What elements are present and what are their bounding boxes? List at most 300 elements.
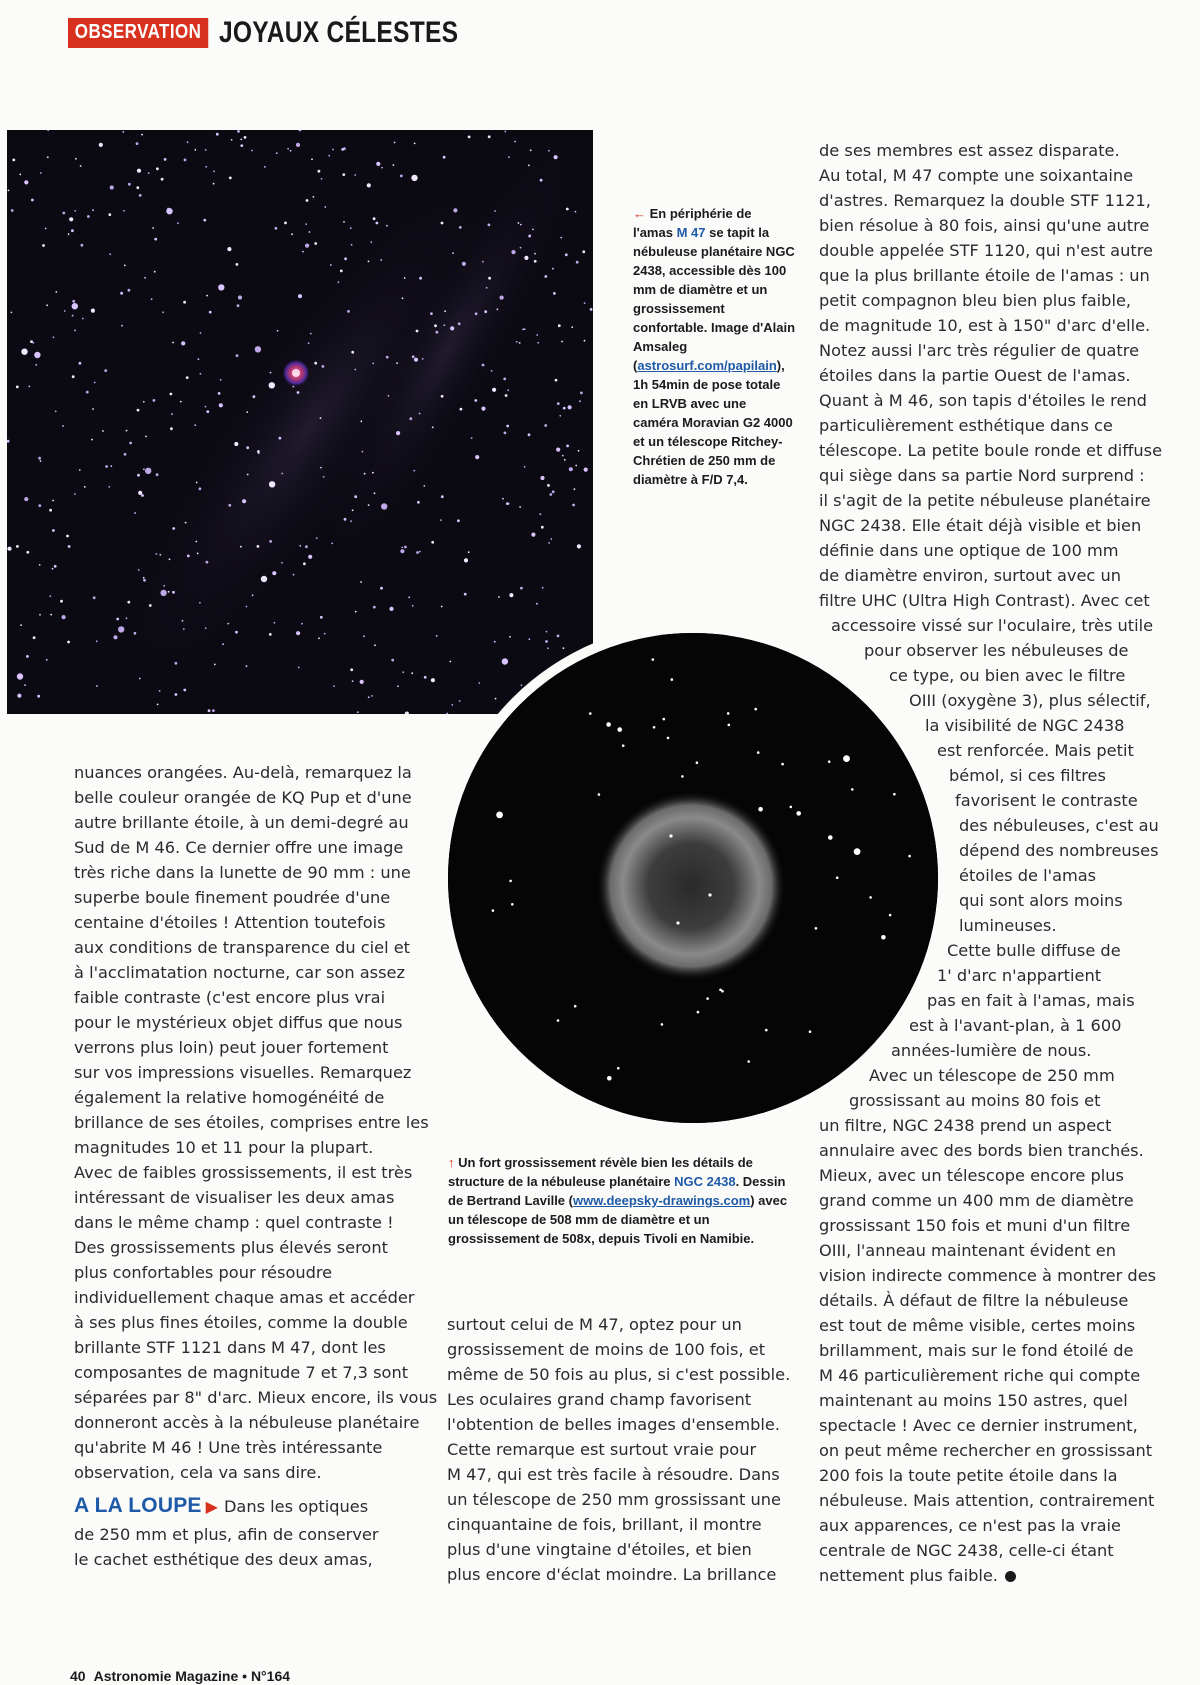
star bbox=[584, 302, 586, 304]
star bbox=[185, 522, 187, 524]
star bbox=[316, 537, 318, 539]
star bbox=[350, 668, 353, 671]
star bbox=[575, 211, 577, 213]
star bbox=[206, 410, 209, 413]
star bbox=[815, 927, 818, 930]
loupe-heading-line bbox=[74, 1493, 437, 1522]
star bbox=[549, 493, 552, 496]
star bbox=[478, 682, 480, 684]
star bbox=[404, 546, 407, 549]
star bbox=[457, 519, 460, 522]
star bbox=[519, 342, 521, 344]
star bbox=[322, 365, 325, 368]
star bbox=[342, 173, 345, 176]
caption-text: ), 1h 54min de pose totale en LRVB avec une caméra Moravian G2 4000 et un télescope Ritchey-Chrétien de 250 mm de diamètre à F/D 7,4. bbox=[633, 358, 793, 487]
star bbox=[528, 433, 531, 436]
star bbox=[413, 470, 415, 472]
star bbox=[122, 131, 124, 133]
star bbox=[607, 1076, 612, 1081]
star bbox=[38, 504, 41, 507]
star bbox=[170, 427, 173, 430]
star bbox=[368, 696, 370, 698]
text-line: intéressant de visualiser les deux amas bbox=[74, 1188, 395, 1207]
text-line: annulaire avec des bords bien tranchés. bbox=[819, 1141, 1144, 1160]
up-arrow-icon: ↑ bbox=[448, 1155, 455, 1170]
star bbox=[518, 222, 520, 224]
text-line: d'astres. Remarquez la double STF 1121, bbox=[819, 191, 1151, 210]
text-line: il s'agit de la petite nébuleuse planétaire bbox=[819, 491, 1151, 510]
star bbox=[62, 212, 65, 215]
star bbox=[314, 242, 317, 245]
star bbox=[143, 468, 145, 470]
star bbox=[209, 311, 212, 314]
star bbox=[503, 378, 506, 381]
text-line: qui sont alors moins bbox=[959, 891, 1123, 910]
star bbox=[269, 540, 272, 543]
star bbox=[42, 244, 45, 247]
star bbox=[488, 224, 491, 227]
star bbox=[148, 172, 150, 174]
text-line: OIII (oxygène 3), plus sélectif, bbox=[909, 691, 1151, 710]
star bbox=[198, 358, 200, 360]
text-line: brillante STF 1121 dans M 47, dont les bbox=[74, 1338, 386, 1357]
star bbox=[118, 626, 124, 632]
star bbox=[121, 325, 123, 327]
star bbox=[548, 542, 550, 544]
text-line: petit compagnon bleu bien plus faible, bbox=[819, 291, 1132, 310]
star bbox=[149, 604, 152, 607]
star bbox=[452, 252, 454, 254]
text-line: grand comme un 400 mm de diamètre bbox=[819, 1191, 1134, 1210]
text-line: plus confortables pour résoudre bbox=[74, 1263, 333, 1282]
text-line: bien résolue à 80 fois, ainsi qu'une autre bbox=[819, 216, 1150, 235]
star bbox=[582, 250, 585, 253]
star bbox=[35, 364, 37, 366]
star bbox=[104, 369, 107, 372]
star bbox=[110, 185, 114, 189]
star bbox=[136, 142, 139, 145]
star bbox=[236, 263, 239, 266]
star bbox=[182, 620, 184, 622]
star bbox=[113, 635, 117, 639]
text-line: est renforcée. Mais petit bbox=[937, 741, 1134, 760]
star bbox=[17, 673, 23, 679]
star bbox=[509, 880, 512, 883]
star bbox=[74, 330, 76, 332]
star bbox=[556, 448, 560, 452]
star bbox=[72, 303, 78, 309]
star bbox=[222, 643, 224, 645]
star bbox=[669, 834, 672, 837]
text-line: maintenant au moins 150 astres, quel bbox=[819, 1391, 1128, 1410]
star bbox=[237, 304, 240, 307]
star bbox=[139, 678, 141, 680]
caption-text: . Dessin de Bertrand Laville ( bbox=[448, 1174, 786, 1208]
star bbox=[534, 253, 536, 255]
star bbox=[357, 711, 359, 713]
star bbox=[258, 452, 260, 454]
star bbox=[422, 358, 424, 360]
star bbox=[50, 614, 52, 616]
text-line: pour le mystérieux objet diffus que nous bbox=[74, 1013, 403, 1032]
star bbox=[431, 541, 434, 544]
star bbox=[574, 488, 576, 490]
star bbox=[531, 533, 535, 537]
nebula-core bbox=[292, 369, 300, 377]
star bbox=[471, 437, 473, 439]
star bbox=[419, 277, 422, 280]
star bbox=[546, 631, 548, 633]
star bbox=[363, 635, 365, 637]
star bbox=[396, 362, 398, 364]
loupe-heading: A LA LOUPE bbox=[74, 1494, 202, 1517]
star bbox=[11, 209, 14, 212]
star bbox=[350, 520, 352, 522]
text-line: est tout de même visible, certes moins bbox=[819, 1316, 1136, 1335]
magazine-name: Astronomie Magazine • N°164 bbox=[93, 1668, 291, 1684]
text-line: composantes de magnitude 7 et 7,3 sont bbox=[74, 1363, 409, 1382]
star bbox=[504, 131, 506, 133]
star bbox=[577, 544, 581, 548]
star bbox=[238, 295, 242, 299]
star bbox=[38, 457, 41, 460]
star bbox=[244, 136, 247, 139]
text-line: Les oculaires grand champ favorisent bbox=[447, 1390, 752, 1409]
star bbox=[16, 545, 19, 548]
star bbox=[16, 386, 19, 389]
star bbox=[492, 388, 496, 392]
text-line: des nébuleuses, c'est au bbox=[959, 816, 1159, 835]
text-line: aux conditions de transparence du ciel et bbox=[74, 938, 411, 957]
star bbox=[401, 547, 403, 549]
star bbox=[269, 633, 272, 636]
star bbox=[381, 503, 387, 509]
star bbox=[220, 379, 222, 381]
text-line: Notez aussi l'arc très régulier de quatre bbox=[819, 341, 1140, 360]
star bbox=[400, 175, 403, 178]
star bbox=[540, 179, 543, 182]
text-line: on peut même rechercher en grossissant bbox=[819, 1441, 1153, 1460]
star bbox=[40, 460, 42, 462]
star bbox=[231, 139, 233, 141]
star bbox=[360, 680, 364, 684]
star bbox=[412, 355, 415, 358]
star bbox=[590, 308, 593, 311]
star bbox=[314, 362, 317, 365]
star bbox=[255, 346, 261, 352]
star bbox=[310, 333, 312, 335]
star bbox=[139, 194, 142, 197]
star bbox=[305, 223, 307, 225]
star bbox=[144, 277, 146, 279]
star bbox=[287, 148, 289, 150]
star bbox=[156, 473, 159, 476]
star bbox=[671, 678, 674, 681]
star bbox=[451, 704, 453, 706]
star bbox=[257, 545, 260, 548]
star bbox=[186, 376, 189, 379]
star bbox=[661, 1023, 664, 1026]
star bbox=[544, 275, 547, 278]
star bbox=[393, 164, 395, 166]
star bbox=[72, 300, 75, 303]
star bbox=[340, 270, 343, 273]
star bbox=[168, 591, 170, 593]
star bbox=[653, 726, 656, 729]
star bbox=[105, 465, 108, 468]
star bbox=[423, 485, 425, 487]
star bbox=[128, 183, 131, 186]
star bbox=[354, 174, 356, 176]
star bbox=[26, 551, 29, 554]
star bbox=[368, 504, 370, 506]
star bbox=[298, 667, 300, 669]
star bbox=[545, 640, 548, 643]
star bbox=[697, 1011, 700, 1014]
star bbox=[200, 373, 202, 375]
star bbox=[306, 199, 309, 202]
star bbox=[554, 155, 558, 159]
star bbox=[54, 565, 57, 568]
star bbox=[416, 551, 419, 554]
caption-link[interactable]: www.deepsky-drawings.com bbox=[572, 1193, 751, 1208]
star bbox=[138, 491, 142, 495]
star bbox=[141, 134, 143, 136]
star bbox=[482, 261, 484, 263]
caption-text: ) avec un télescope de 508 mm de diamètre et un grossissement de 508x, depuis Tivoli en Namibie. bbox=[448, 1193, 788, 1246]
star bbox=[324, 633, 326, 635]
star bbox=[274, 622, 276, 624]
star bbox=[541, 526, 544, 529]
star bbox=[548, 150, 550, 152]
star bbox=[308, 555, 312, 559]
star bbox=[320, 616, 323, 619]
star bbox=[389, 607, 393, 611]
text-line: lumineuses. bbox=[959, 916, 1057, 935]
star bbox=[386, 356, 389, 359]
star bbox=[572, 504, 575, 507]
star bbox=[558, 324, 561, 327]
star bbox=[371, 695, 373, 697]
star bbox=[172, 591, 175, 594]
text-line: OIII, l'anneau maintenant évident en bbox=[819, 1241, 1116, 1260]
star bbox=[676, 921, 679, 924]
star bbox=[297, 391, 300, 394]
star bbox=[504, 432, 507, 435]
star bbox=[21, 349, 27, 355]
text-line: nébuleuse. Mais attention, contrairement bbox=[819, 1491, 1155, 1510]
star bbox=[419, 551, 421, 553]
star bbox=[55, 411, 57, 413]
star bbox=[320, 467, 322, 469]
star bbox=[156, 167, 159, 170]
star bbox=[246, 411, 248, 413]
star bbox=[17, 694, 21, 698]
star bbox=[318, 170, 321, 173]
text-line: séparées par 8" d'arc. Mieux encore, ils vous bbox=[74, 1388, 438, 1407]
star bbox=[298, 294, 302, 298]
star bbox=[99, 143, 103, 147]
text-line: de 250 mm et plus, afin de conserver bbox=[74, 1525, 379, 1544]
star bbox=[68, 545, 71, 548]
star bbox=[143, 579, 146, 582]
star bbox=[313, 196, 315, 198]
star bbox=[92, 408, 94, 410]
star bbox=[24, 180, 28, 184]
star bbox=[475, 312, 478, 315]
star bbox=[409, 417, 412, 420]
star bbox=[8, 190, 10, 192]
star bbox=[540, 476, 544, 480]
star bbox=[462, 262, 466, 266]
star bbox=[351, 351, 354, 354]
text-line: verrons plus loin) peut jouer fortement bbox=[74, 1038, 389, 1057]
star bbox=[37, 695, 40, 698]
star bbox=[571, 326, 573, 328]
caption-text: Un fort grossissement révèle bien les détails de structure de la nébuleuse planétaire bbox=[448, 1155, 753, 1189]
column-1-paragraph bbox=[74, 760, 437, 1485]
star bbox=[74, 210, 76, 212]
star bbox=[566, 208, 569, 211]
star bbox=[545, 673, 547, 675]
star bbox=[205, 406, 207, 408]
text-line: à l'acclimatation nocturne, car son assez bbox=[74, 963, 405, 982]
text-line: Quant à M 46, son tapis d'étoiles le rend bbox=[819, 391, 1147, 410]
star bbox=[108, 213, 111, 216]
star bbox=[296, 631, 300, 635]
star bbox=[557, 635, 560, 638]
text-line: donneront accès à la nébuleuse planétaire bbox=[74, 1413, 420, 1432]
star bbox=[521, 684, 523, 686]
star bbox=[39, 614, 41, 616]
star bbox=[52, 529, 55, 532]
text-line: surtout celui de M 47, optez pour un bbox=[447, 1315, 742, 1334]
text-line: Cette remarque est surtout vraie pour bbox=[447, 1440, 757, 1459]
star bbox=[552, 268, 554, 270]
star bbox=[475, 455, 479, 459]
star bbox=[86, 391, 89, 394]
star bbox=[246, 446, 249, 449]
star bbox=[81, 244, 84, 247]
star bbox=[213, 171, 215, 173]
star bbox=[321, 178, 323, 180]
star bbox=[227, 623, 229, 625]
star bbox=[580, 392, 583, 395]
star bbox=[96, 685, 98, 687]
star bbox=[355, 611, 357, 613]
star bbox=[296, 143, 300, 147]
star bbox=[606, 722, 611, 727]
text-line: étoiles dans la partie Ouest de l'amas. bbox=[819, 366, 1131, 385]
star bbox=[74, 493, 76, 495]
star bbox=[372, 472, 374, 474]
star bbox=[341, 148, 344, 151]
star bbox=[143, 401, 145, 403]
star bbox=[141, 494, 144, 497]
star bbox=[49, 509, 52, 512]
star bbox=[719, 989, 722, 992]
star bbox=[303, 562, 306, 565]
star bbox=[522, 329, 524, 331]
star bbox=[511, 250, 515, 254]
star bbox=[598, 793, 601, 796]
star bbox=[557, 402, 560, 405]
star bbox=[247, 474, 249, 476]
star bbox=[194, 424, 196, 426]
caption-link[interactable]: astrosurf.com/papilain bbox=[637, 358, 777, 373]
star bbox=[52, 568, 54, 570]
star bbox=[159, 554, 161, 556]
star bbox=[617, 1067, 620, 1070]
star bbox=[299, 545, 301, 547]
text-line: Avec de faibles grossissements, il est très bbox=[74, 1163, 413, 1182]
star bbox=[261, 576, 267, 582]
star bbox=[555, 379, 558, 382]
star bbox=[284, 222, 287, 225]
star bbox=[583, 647, 587, 651]
star bbox=[402, 297, 404, 299]
star bbox=[484, 310, 487, 313]
star bbox=[246, 606, 248, 608]
star bbox=[557, 1019, 560, 1022]
star bbox=[120, 292, 123, 295]
drawing-caption bbox=[448, 1153, 798, 1248]
star bbox=[575, 465, 577, 467]
text-line: Au total, M 47 compte une soixantaine bbox=[819, 166, 1134, 185]
star bbox=[352, 509, 354, 511]
star bbox=[566, 445, 569, 448]
star bbox=[203, 219, 206, 222]
star bbox=[536, 603, 538, 605]
left-arrow-icon: ← bbox=[633, 206, 646, 221]
star bbox=[520, 587, 523, 590]
star bbox=[728, 724, 731, 727]
star bbox=[507, 389, 509, 391]
star bbox=[534, 260, 537, 263]
star bbox=[706, 997, 709, 1000]
star bbox=[453, 208, 457, 212]
star bbox=[495, 698, 497, 700]
star bbox=[320, 417, 322, 419]
star bbox=[7, 547, 11, 551]
star bbox=[547, 484, 550, 487]
star bbox=[281, 473, 283, 475]
star bbox=[181, 341, 185, 345]
star bbox=[498, 596, 500, 598]
text-line: particulièrement esthétique dans ce bbox=[819, 416, 1113, 435]
star bbox=[172, 342, 174, 344]
star bbox=[381, 167, 383, 169]
star bbox=[450, 326, 454, 330]
star bbox=[547, 647, 549, 649]
text-line: le cachet esthétique des deux amas, bbox=[74, 1550, 373, 1569]
star bbox=[28, 386, 30, 388]
star bbox=[351, 244, 353, 246]
star bbox=[138, 569, 140, 571]
text-line: de magnitude 10, est à 150" d'arc d'elle. bbox=[819, 316, 1151, 335]
star bbox=[360, 581, 362, 583]
star bbox=[663, 718, 666, 721]
star bbox=[251, 150, 253, 152]
star bbox=[162, 311, 164, 313]
text-line: très riche dans la lunette de 90 mm : une bbox=[74, 863, 411, 882]
star bbox=[765, 1029, 768, 1032]
rubric-title: JOYAUX CÉLESTES bbox=[218, 16, 459, 49]
star bbox=[80, 165, 82, 167]
text-line: télescope. La petite boule ronde et diffuse bbox=[819, 441, 1163, 460]
star bbox=[488, 277, 491, 280]
star bbox=[195, 541, 197, 543]
